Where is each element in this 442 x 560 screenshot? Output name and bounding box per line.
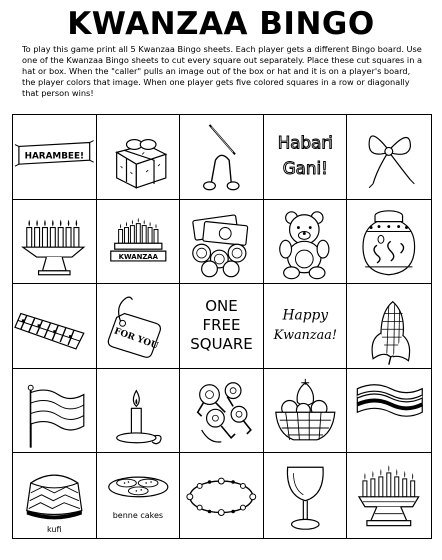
fruit-bowl-icon	[264, 369, 347, 453]
benne-cakes-icon	[97, 453, 180, 538]
bingo-square-flag-banner[interactable]	[347, 369, 431, 454]
bingo-square-candle[interactable]	[97, 369, 181, 454]
bingo-square-kinara-ornate[interactable]	[347, 453, 431, 538]
happy-kwanzaa-lettering	[264, 284, 347, 368]
kwanzaa-word: Kwanzaa!	[273, 328, 337, 344]
beaded-bracelet-icon	[180, 453, 263, 538]
bingo-square-flag[interactable]	[13, 369, 97, 454]
page-title: KWANZAA BINGO	[67, 6, 375, 42]
bingo-square-free[interactable]	[180, 284, 264, 369]
bingo-square-kwanzaa-kinara[interactable]	[97, 200, 181, 285]
bingo-square-bracelet[interactable]	[180, 453, 264, 538]
bingo-square-fruit-basket[interactable]	[264, 369, 348, 454]
bingo-square-kufi[interactable]	[13, 453, 97, 538]
free-line-free: FREE	[202, 316, 241, 335]
bingo-square-habari-gani[interactable]	[264, 115, 348, 200]
waving-flag-icon	[13, 369, 96, 453]
free-square-label	[180, 284, 263, 368]
kinara-icon	[13, 200, 96, 284]
bingo-square-harambee[interactable]	[13, 115, 97, 200]
unity-cup-icon	[264, 453, 347, 538]
teddy-bear-icon	[264, 200, 347, 284]
free-line-one: ONE	[205, 297, 238, 316]
bingo-board	[12, 114, 432, 539]
decorated-jar-icon	[347, 200, 431, 284]
woven-mat-icon	[13, 284, 96, 368]
instructions-text: To play this game print all 5 Kwanzaa Bingo sheets. Each player gets a different Bingo board. Use one of the Kwanzaa Bingo sheets to cut every square out separately. Place these cut squares in a hat or box. When the "caller" pulls an image out of the box or hat and it is on a player's board, the player colors that image. When one player gets five colored squares in a row or diagonally that person wins!	[22, 44, 423, 98]
gift-tag-icon	[97, 284, 180, 368]
bingo-square-benne-cakes[interactable]	[97, 453, 181, 538]
bingo-square-necklace[interactable]	[180, 115, 264, 200]
ear-of-corn-icon	[347, 284, 431, 368]
kwanzaa-banner-label: KWANZAA	[118, 252, 158, 261]
keychain-icon	[180, 369, 263, 453]
bingo-square-bow[interactable]	[347, 115, 431, 200]
bingo-square-teddy-bear[interactable]	[264, 200, 348, 285]
gift-box-icon	[97, 115, 180, 199]
ribbon-bow-icon	[347, 115, 431, 199]
harambee-label: HARAMBEE!	[24, 151, 85, 162]
habari-gani-lettering	[264, 115, 347, 199]
money-coins-icon	[180, 200, 263, 284]
bingo-square-kente-mat[interactable]	[13, 284, 97, 369]
bingo-square-gift[interactable]	[97, 115, 181, 200]
benne-cakes-caption: benne cakes	[112, 511, 164, 521]
habari-word: Habari	[277, 132, 333, 153]
harambee-banner-icon	[13, 115, 96, 199]
kwanzaa-kinara-icon	[97, 200, 180, 284]
bingo-square-happy-kwanzaa[interactable]	[264, 284, 348, 369]
bingo-square-money[interactable]	[180, 200, 264, 285]
bingo-square-gift-tag[interactable]	[97, 284, 181, 369]
ornate-kinara-icon	[347, 453, 431, 538]
bingo-square-keys[interactable]	[180, 369, 264, 454]
free-line-square: SQUARE	[190, 335, 253, 354]
happy-word: Happy	[282, 307, 328, 324]
tag-label: FOR YOU	[112, 326, 159, 352]
gani-word: Gani!	[282, 158, 328, 179]
bingo-square-jar[interactable]	[347, 200, 431, 285]
kufi-caption: kufi	[47, 524, 62, 534]
bingo-square-corn[interactable]	[347, 284, 431, 369]
bingo-square-kinara-plain[interactable]	[13, 200, 97, 285]
necklace-icon	[180, 115, 263, 199]
candle-icon	[97, 369, 180, 453]
bingo-square-unity-cup[interactable]	[264, 453, 348, 538]
striped-banner-icon	[347, 369, 431, 453]
